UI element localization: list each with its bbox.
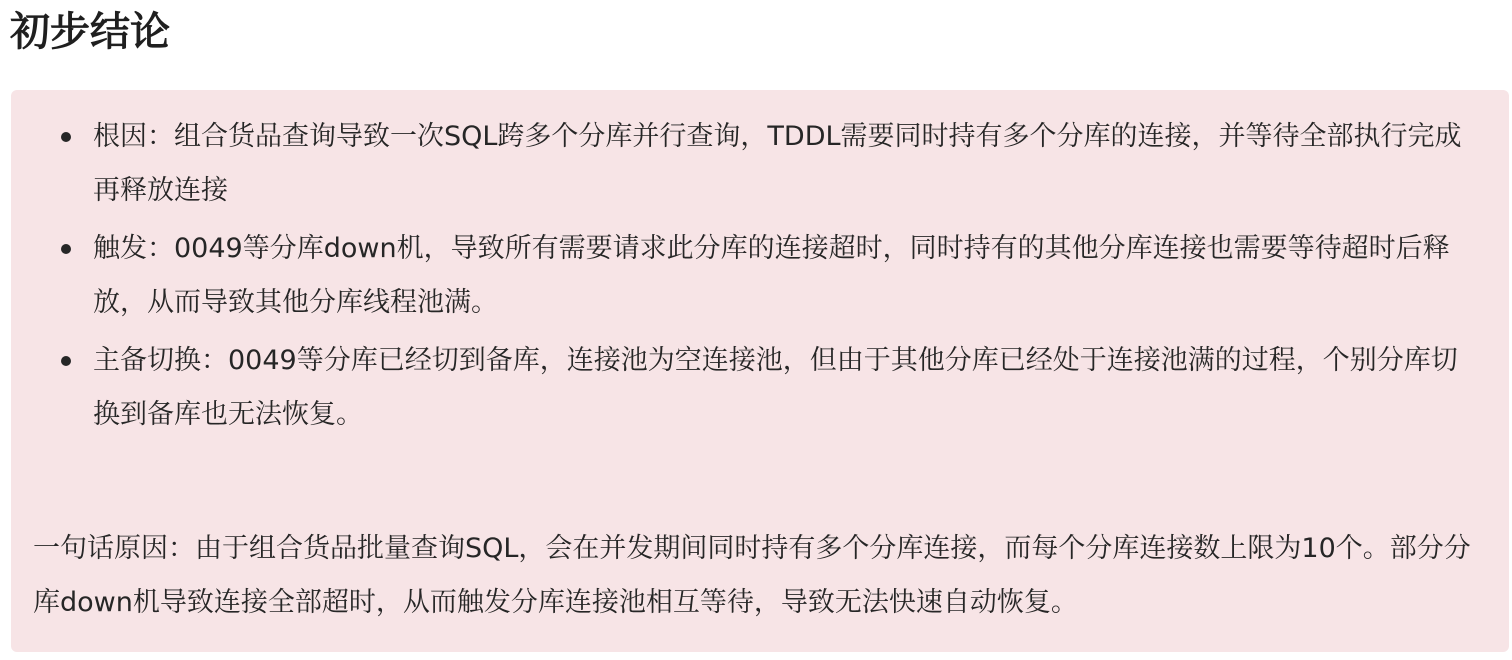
list-item-text: 根因：组合货品查询导致一次SQL跨多个分库并行查询，TDDL需要同时持有多个分库的连接，并等待全部执行完成再释放连接 [93, 121, 1462, 206]
conclusion-callout [11, 90, 1509, 652]
list-item-text: 触发：0049等分库down机，导致所有需要请求此分库的连接超时，同时持有的其他分库连接也需要等待超时后释放，从而导致其他分库线程池满。 [93, 233, 1450, 318]
section-heading: 初步结论 [10, 9, 170, 55]
list-item-text: 主备切换：0049等分库已经切到备库，连接池为空连接池，但由于其他分库已经处于连接池满的过程，个别分库切换到备库也无法恢复。 [93, 345, 1458, 430]
list-item-trigger [11, 222, 1509, 330]
conclusion-list [11, 110, 1509, 446]
bullet-dot-icon [61, 132, 71, 142]
list-item-failover [11, 334, 1509, 442]
bullet-dot-icon [61, 356, 71, 366]
bullet-dot-icon [61, 244, 71, 254]
list-item-root-cause [11, 110, 1509, 218]
summary-paragraph: 一句话原因：由于组合货品批量查询SQL，会在并发期间同时持有多个分库连接，而每个分库连接数上限为10个。部分分库down机导致连接全部超时，从而触发分库连接池相互等待，导致无法快速自动恢复。 [33, 533, 1471, 618]
